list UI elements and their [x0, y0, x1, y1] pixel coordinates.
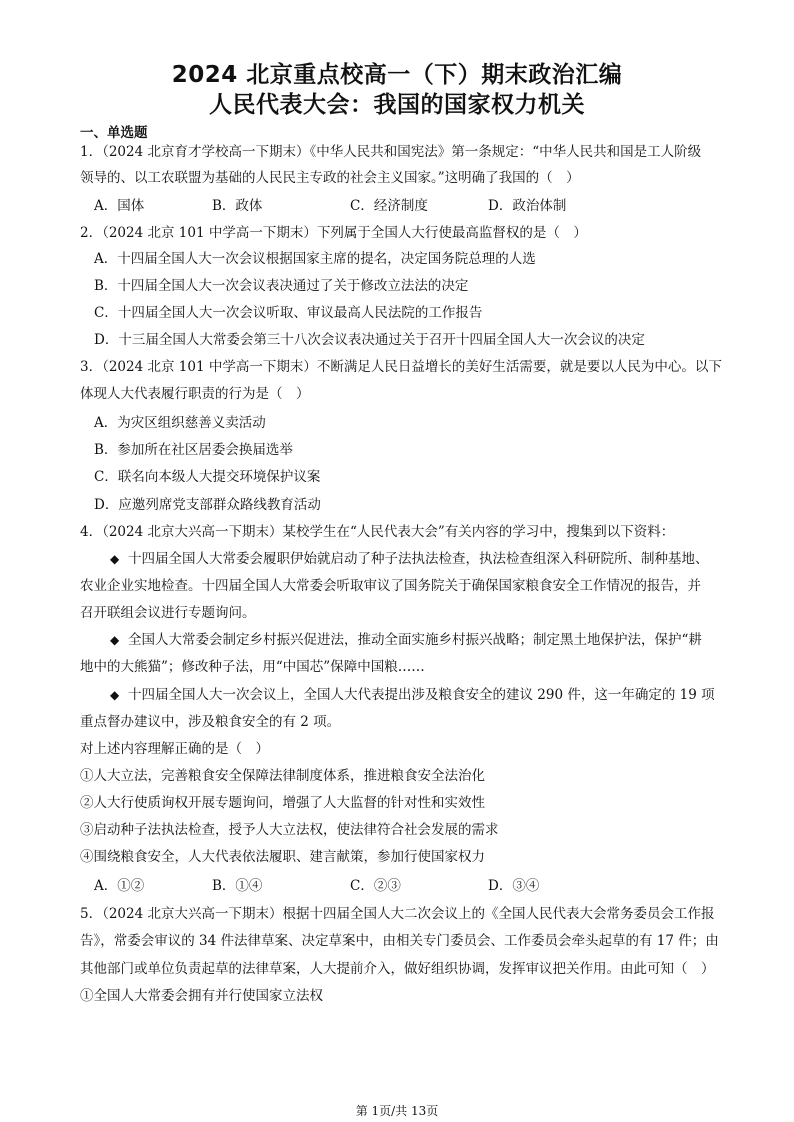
question-1-stem-line1: 1．（2024 北京育才学校高一下期末）《中华人民共和国宪法》第一条规定：“中华人民共和国是工人阶级: [80, 144, 702, 160]
statement-2: ②人大行使质询权开展专题询问，增强了人大监督的针对性和实效性: [80, 795, 485, 811]
material-1-text: 十四届全国人大常委会履职伊始就启动了种子法执法检查，执法检查组深入科研院所、制种基地、: [128, 551, 709, 567]
question-5-statement-1: ①全国人大常委会拥有并行使国家立法权: [80, 988, 323, 1004]
question-2-option-b: B．十四届全国人大一次会议表决通过了关于修改立法法的决定: [94, 278, 469, 294]
document-subtitle: 人民代表大会：我国的国家权力机关: [209, 92, 585, 118]
question-2-option-d: D．十三届全国人大常委会第三十八次会议表决通过关于召开十四届全国人大一次会议的决定: [94, 332, 645, 348]
document-title: 2024 北京重点校高一（下）期末政治汇编: [171, 62, 623, 88]
material-3-line2: 重点督办建议中，涉及粮食安全的有 2 项。: [80, 714, 341, 730]
question-5-stem-line3: 其他部门或单位负责起草的法律草案，人大提前介入，做好组织协调，发挥审议把关作用。由此可知（ ）: [80, 961, 715, 977]
question-1-stem-line2: 领导的、以工农联盟为基础的人民民主专政的社会主义国家。”这明确了我国的（ ）: [80, 170, 580, 186]
material-2-line2: 地中的大熊猫”；修改种子法，用“中国芯”保障中国粮……: [80, 659, 425, 675]
question-3-option-a: A．为灾区组织慈善义卖活动: [94, 415, 266, 431]
material-3-text: 十四届全国人大一次会议上，全国人大代表提出涉及粮食安全的建议 290 件，这一年确定的 19 项: [128, 687, 715, 703]
material-1-line2: 农业企业实地检查。十四届全国人大常委会听取审议了国务院关于确保国家粮食安全工作情况的报告，并: [80, 578, 701, 594]
statement-1: ①人大立法，完善粮食安全保障法律制度体系，推进粮食安全法治化: [80, 768, 485, 784]
material-2-text: 全国人大常委会制定乡村振兴促进法，推动全面实施乡村振兴战略；制定黑土地保护法，保护“耕: [128, 632, 702, 648]
material-1-line3: 召开联组会议进行专题询问。: [80, 605, 256, 621]
statement-3: ③启动种子法执法检查，授予人大立法权，使法律符合社会发展的需求: [80, 822, 499, 838]
statement-4: ④围绕粮食安全，人大代表依法履职、建言献策，参加行使国家权力: [80, 849, 485, 865]
question-3-stem-line2: 体现人大代表履行职责的行为是（ ）: [80, 386, 310, 402]
question-4-prompt: 对上述内容理解正确的是（ ）: [80, 741, 269, 757]
question-1-option-d: D．政治体制: [488, 198, 567, 214]
question-3-option-b: B．参加所在社区居委会换届选举: [94, 442, 293, 458]
question-4-option-d: D．③④: [488, 878, 540, 894]
question-2-stem: 2．（2024 北京 101 中学高一下期末）下列属于全国人大行使最高监督权的是（ ）: [80, 225, 587, 241]
question-5-stem-line1: 5．（2024 北京大兴高一下期末）根据十四届全国人大二次会议上的《全国人民代表大会常务委员会工作报: [80, 906, 715, 922]
question-4-option-c: C．②③: [350, 878, 401, 894]
question-3-stem-line1: 3．（2024 北京 101 中学高一下期末）不断满足人民日益增长的美好生活需要，就是要以人民为中心。以下: [80, 359, 722, 375]
page-number: 第 1页/共 13页: [355, 1104, 439, 1118]
question-1-option-b: B．政体: [212, 198, 263, 214]
question-4-option-a: A．①②: [94, 878, 145, 894]
question-3-option-c: C．联名向本级人大提交环境保护议案: [94, 469, 321, 485]
material-2-line1: [110, 631, 702, 649]
bullet-icon: ◆: [110, 552, 120, 566]
question-1-option-c: C．经济制度: [350, 198, 428, 214]
material-3-line1: [110, 686, 715, 704]
material-1-line1: [110, 550, 709, 568]
question-2-option-a: A．十四届全国人大一次会议根据国家主席的提名，决定国务院总理的人选: [94, 251, 536, 267]
question-3-option-d: D．应邀列席党支部群众路线教育活动: [94, 497, 321, 513]
question-4-stem: 4．（2024 北京大兴高一下期末）某校学生在“人民代表大会”有关内容的学习中，搜集到以下资料：: [80, 524, 675, 540]
question-2-option-c: C．十四届全国人大一次会议听取、审议最高人民法院的工作报告: [94, 305, 483, 321]
question-1-option-a: A．国体: [94, 198, 145, 214]
section-heading: 一、单选题: [80, 125, 148, 141]
bullet-icon: ◆: [110, 688, 120, 702]
question-4-option-b: B．①④: [212, 878, 263, 894]
question-5-stem-line2: 告》，常委会审议的 34 件法律草案、决定草案中，由相关专门委员会、工作委员会牵头起草的有 17 件；由: [80, 933, 719, 949]
bullet-icon: ◆: [110, 633, 120, 647]
